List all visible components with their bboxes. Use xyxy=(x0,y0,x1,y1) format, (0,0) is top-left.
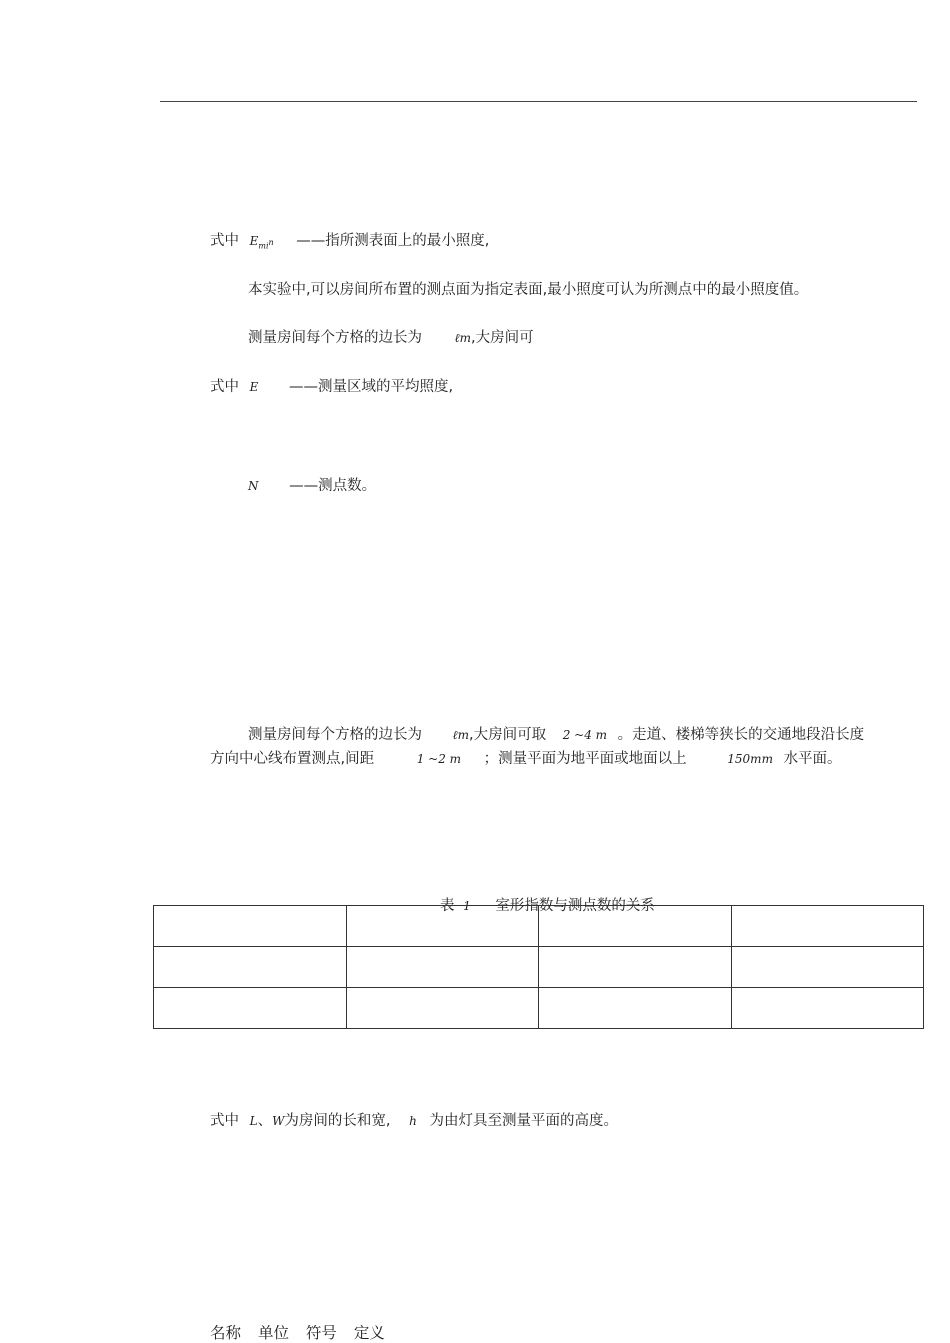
table-cell xyxy=(539,988,732,1029)
symbol-w: W xyxy=(272,1114,285,1128)
lead-text: 式中 xyxy=(210,1113,239,1129)
text-segment: 为房间的长和宽, xyxy=(284,1113,391,1129)
data-table xyxy=(153,905,924,1029)
table-cell xyxy=(154,947,347,988)
symbol-range-1-2m: 1 ~2 m xyxy=(416,752,462,766)
definition-text: ——测量区域的平均照度, xyxy=(288,379,454,395)
paragraph-grid-size-line2 xyxy=(210,750,842,768)
symbol-range-2-4m: 2 ~4 m xyxy=(562,728,608,742)
table-cell xyxy=(346,947,539,988)
table-cell xyxy=(346,906,539,947)
text-segment: 水平面。 xyxy=(783,751,842,767)
table-row xyxy=(154,947,924,988)
footer-header-row xyxy=(210,1324,385,1342)
paragraph-grid-size-line1 xyxy=(248,726,864,744)
text-segment: ,大房间可取 xyxy=(469,727,547,743)
formula-note-point-count xyxy=(248,477,376,495)
symbol-l: L xyxy=(249,1114,258,1128)
formula-note-min-illuminance xyxy=(210,232,489,255)
symbol-lm: ℓm xyxy=(454,331,471,345)
table-cell xyxy=(154,906,347,947)
header-definition: 定义 xyxy=(353,1324,385,1342)
table-cell xyxy=(539,947,732,988)
symbol-lm: ℓm xyxy=(452,728,469,742)
text-segment: 测量房间每个方格的边长为 xyxy=(248,727,422,743)
header-rule xyxy=(160,101,917,102)
symbol-e-avg: E xyxy=(249,380,259,394)
text-segment: 。走道、楼梯等狭长的交通地段沿长度 xyxy=(617,727,865,743)
definition-text: ——测点数。 xyxy=(289,478,377,494)
table-row xyxy=(154,906,924,947)
lead-text: 式中 xyxy=(210,233,239,249)
text-segment: 方向中心线布置测点,间距 xyxy=(210,751,375,767)
text-segment: ,大房间可 xyxy=(471,330,534,346)
table-cell xyxy=(731,947,924,988)
lead-text: 式中 xyxy=(210,379,239,395)
definition-text: ——指所测表面上的最小照度, xyxy=(296,233,490,249)
symbol-h: h xyxy=(409,1114,417,1128)
caption-number: 1 xyxy=(463,899,471,913)
table-row xyxy=(154,988,924,1029)
symbol-n: N xyxy=(248,479,259,493)
symbol-150mm: 150mm xyxy=(727,752,773,766)
text-segment: 为由灯具至测量平面的高度。 xyxy=(429,1113,618,1129)
text-segment: 测量房间每个方格的边长为 xyxy=(248,330,422,346)
table-cell xyxy=(346,988,539,1029)
header-symbol: 符号 xyxy=(305,1324,337,1342)
symbol-e-min: $E_{mi}n$ xyxy=(249,234,274,251)
table-cell xyxy=(539,906,732,947)
paragraph-grid-size-short xyxy=(248,329,534,347)
table-cell xyxy=(154,988,347,1029)
separator: 、 xyxy=(257,1113,273,1129)
formula-note-room-dimensions xyxy=(210,1112,618,1130)
paragraph-experiment: 本实验中,可以房间所布置的测点面为指定表面,最小照度可认为所测点中的最小照度值。 xyxy=(248,282,809,298)
table-cell xyxy=(731,988,924,1029)
table-cell xyxy=(731,906,924,947)
header-name: 名称 xyxy=(210,1324,242,1342)
text-segment: ；测量平面为地平面或地面以上 xyxy=(483,751,687,767)
header-unit: 单位 xyxy=(257,1324,289,1342)
caption-label: 表 xyxy=(440,898,455,914)
formula-note-avg-illuminance xyxy=(210,378,453,396)
caption-title: 室形指数与测点数的关系 xyxy=(495,898,655,914)
